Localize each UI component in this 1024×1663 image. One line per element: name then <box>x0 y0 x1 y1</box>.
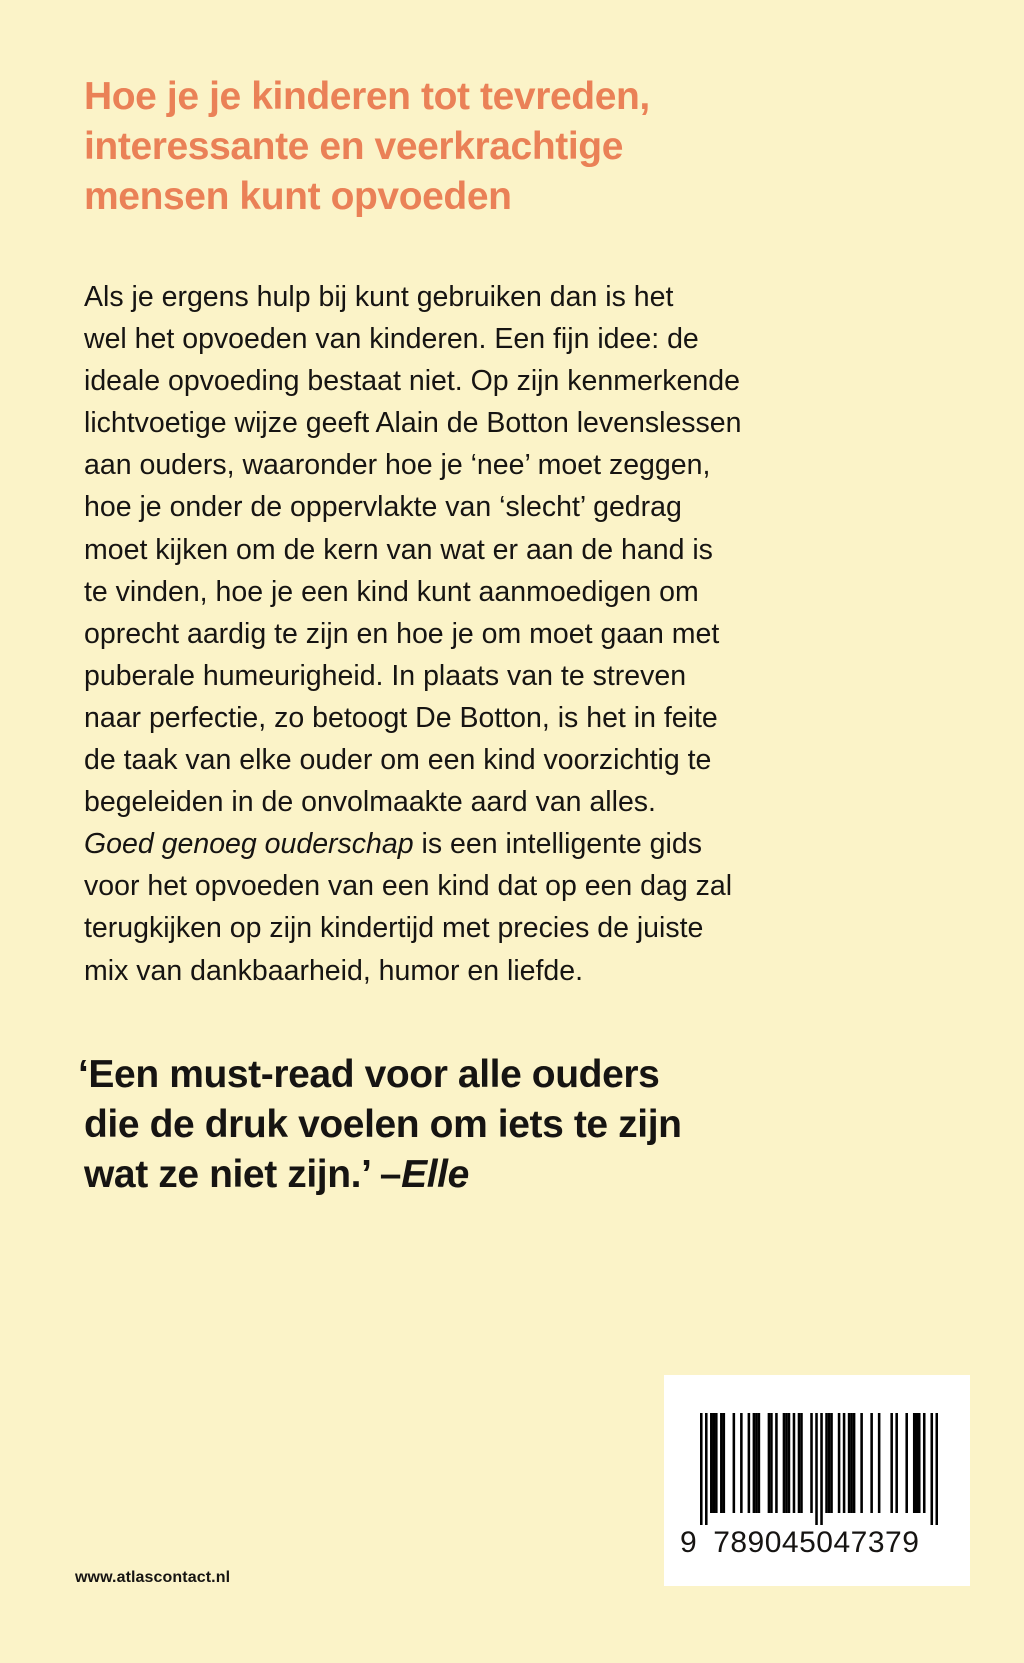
headline-line: interessante en veerkrachtige <box>84 125 624 168</box>
barcode-bar <box>918 1413 921 1513</box>
barcode-bar <box>710 1413 713 1513</box>
quote-line: ‘Een must-read voor alle ouders <box>78 1053 660 1096</box>
barcode-bar <box>733 1413 736 1513</box>
blurb-line: hoe je onder de oppervlakte van ‘slecht’ gedrag <box>84 491 682 524</box>
barcode-bar <box>870 1413 873 1513</box>
barcode-number <box>680 1527 919 1559</box>
headline-line: mensen kunt opvoeden <box>84 175 512 218</box>
barcode-bar <box>748 1413 751 1513</box>
barcode-bar <box>755 1413 758 1513</box>
blurb-line: Als je ergens hulp bij kunt gebruiken dan is het <box>84 281 674 313</box>
blurb-line: moet kijken om de kern van wat er aan de hand is <box>84 533 713 566</box>
barcode-bar <box>878 1413 881 1513</box>
barcode-bar <box>783 1413 786 1513</box>
blurb-line-rest: is een intelligente gids <box>413 828 702 861</box>
barcode <box>664 1375 970 1586</box>
barcode-bar <box>700 1413 703 1525</box>
blurb-line: mix van dankbaarheid, humor en liefde. <box>84 954 584 987</box>
barcode-bar <box>715 1413 718 1513</box>
barcode-bar <box>853 1413 856 1513</box>
quote-dash: – <box>369 1153 402 1196</box>
review-quote <box>78 1050 898 1200</box>
blurb-line: begeleiden in de onvolmaakte aard van alles. <box>84 786 656 819</box>
barcode-bar <box>753 1413 756 1513</box>
barcode-bar <box>705 1413 708 1525</box>
barcode-bar <box>905 1413 908 1513</box>
barcode-bar <box>838 1413 841 1513</box>
barcode-digits: 789045047379 <box>713 1526 920 1559</box>
blurb-line: lichtvoetige wijze geeft Alain de Botton levenslessen <box>84 407 742 440</box>
blurb-line: ideale opvoeding bestaat niet. Op zijn kenmerkende <box>84 365 740 398</box>
blurb-line: terugkijken op zijn kindertijd met precies de juiste <box>84 912 704 945</box>
barcode-bar <box>768 1413 771 1513</box>
quote-source: Elle <box>401 1153 469 1196</box>
quote-line: die de druk voelen om iets te zijn <box>84 1103 682 1146</box>
barcode-bar <box>740 1413 743 1513</box>
blurb-line: naar perfectie, zo betoogt De Botton, is het in feite <box>84 701 718 734</box>
barcode-bar <box>913 1413 916 1513</box>
blurb-line: de taak van elke ouder om een kind voorzichtig te <box>84 744 712 777</box>
barcode-bar <box>800 1413 803 1513</box>
barcode-bar <box>788 1413 791 1513</box>
blurb-line: aan ouders, waaronder hoe je ‘nee’ moet zeggen, <box>84 449 711 482</box>
barcode-bar <box>785 1413 788 1513</box>
barcode-bar <box>850 1413 853 1513</box>
barcode-bar <box>810 1413 813 1513</box>
barcode-bar <box>723 1413 726 1513</box>
book-title: Goed genoeg ouderschap <box>84 828 414 861</box>
barcode-bar <box>935 1413 938 1525</box>
barcode-bar <box>828 1413 831 1513</box>
blurb-line: oprecht aardig te zijn en hoe je om moet gaan met <box>84 617 720 650</box>
barcode-bar <box>890 1413 893 1513</box>
headline-line: Hoe je je kinderen tot tevreden, <box>84 75 650 118</box>
barcode-bar <box>915 1413 918 1513</box>
barcode-bar <box>713 1413 716 1513</box>
barcode-bar <box>843 1413 846 1513</box>
barcode-bar <box>848 1413 851 1513</box>
barcode-bar <box>775 1413 778 1513</box>
barcode-bar <box>798 1413 801 1513</box>
barcode-bar <box>793 1413 796 1513</box>
barcode-bar <box>825 1413 828 1513</box>
barcode-bar <box>830 1413 833 1513</box>
barcode-bar <box>815 1413 818 1525</box>
quote-line-with-source <box>78 1150 898 1200</box>
barcode-bar <box>758 1413 761 1513</box>
barcode-bar <box>930 1413 933 1525</box>
barcode-bars <box>700 1413 938 1525</box>
blurb-line: wel het opvoeden van kinderen. Een fijn idee: de <box>84 323 699 356</box>
barcode-bar <box>720 1413 723 1513</box>
barcode-first-digit: 9 <box>680 1526 698 1559</box>
barcode-bar <box>895 1413 898 1513</box>
blurb-text <box>84 276 964 992</box>
quote-line: wat ze niet zijn.’ <box>84 1153 370 1196</box>
barcode-bar <box>923 1413 926 1513</box>
blurb-line-with-title <box>84 823 964 865</box>
blurb-line: voor het opvoeden van een kind dat op een dag zal <box>84 870 733 903</box>
headline <box>84 72 844 222</box>
barcode-bar <box>860 1413 863 1513</box>
barcode-bar <box>770 1413 773 1513</box>
blurb-line: te vinden, hoe je een kind kunt aanmoedigen om <box>84 575 699 608</box>
blurb-line: puberale humeurigheid. In plaats van te streven <box>84 659 687 692</box>
barcode-bar <box>820 1413 823 1525</box>
publisher-website: www.atlascontact.nl <box>75 1569 231 1586</box>
